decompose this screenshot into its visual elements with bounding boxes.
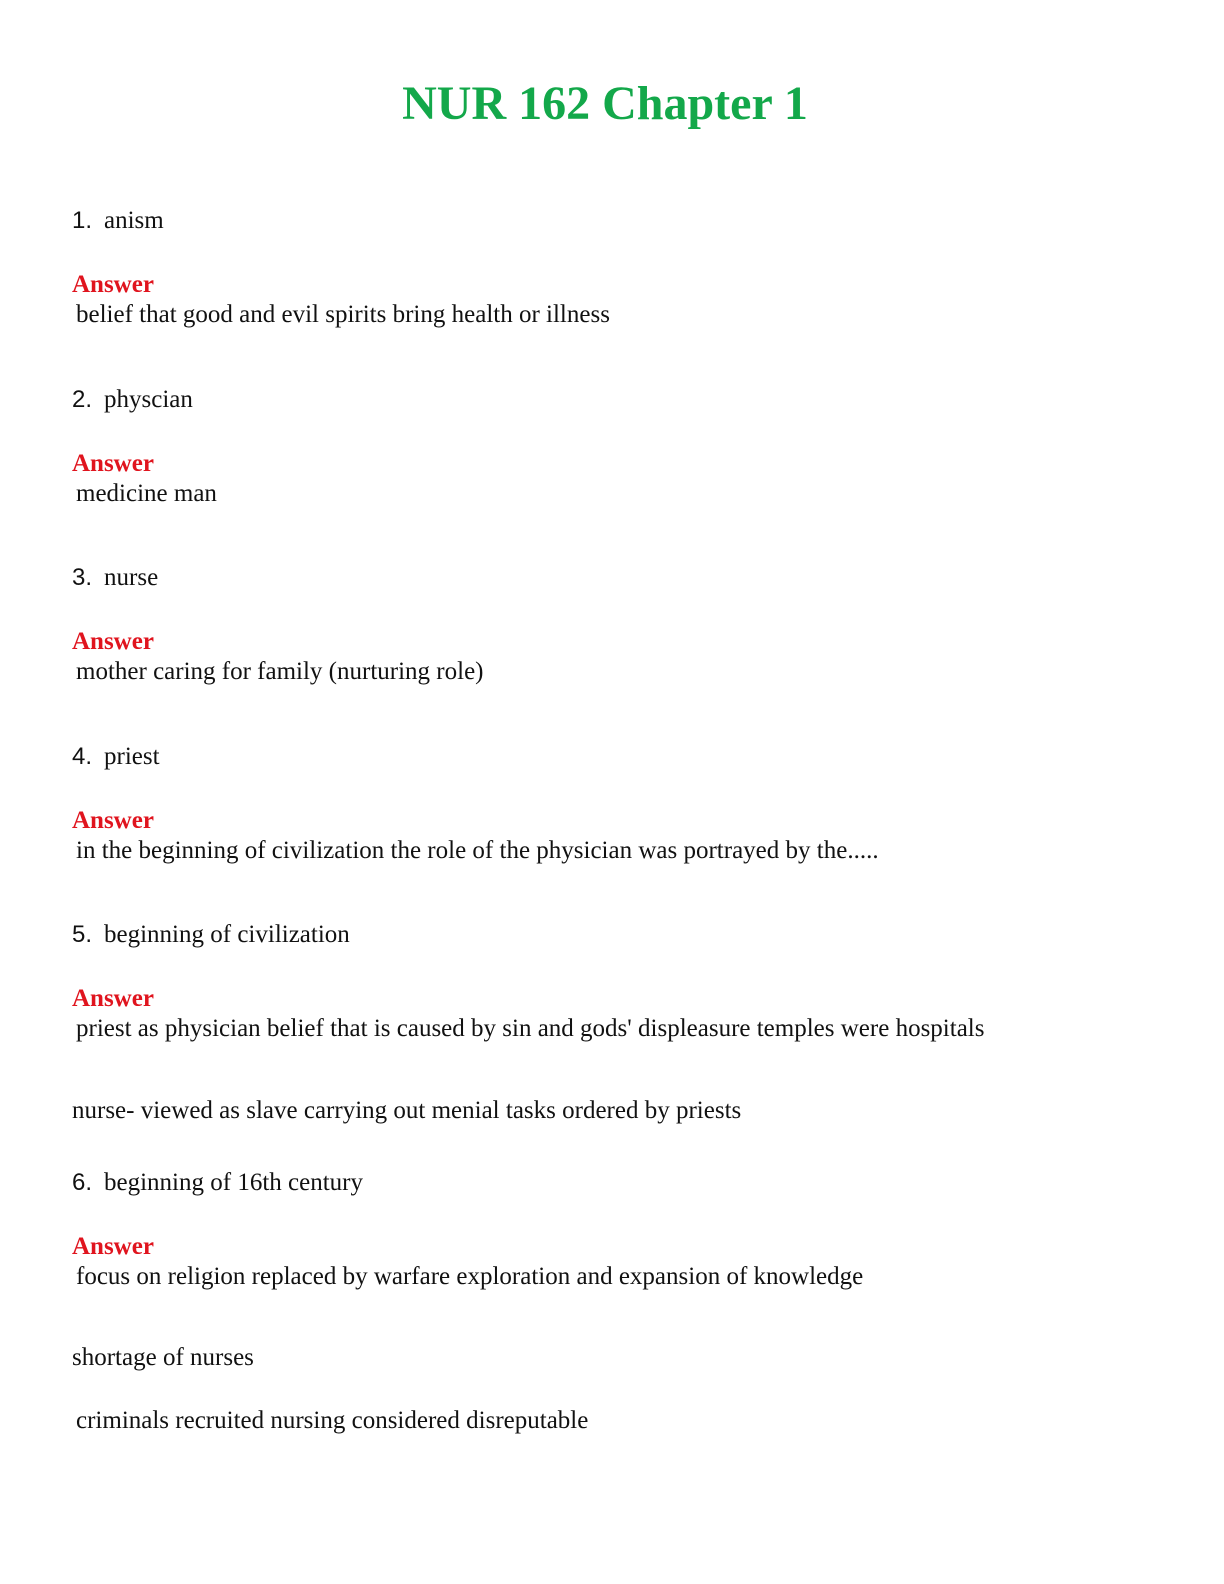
question-number: 6. [72, 1169, 93, 1196]
answer-text: in the beginning of civilization the role of the physician was portrayed by the..... [76, 837, 879, 864]
answer-label: Answer [72, 985, 154, 1012]
question-item [72, 742, 1172, 866]
answer-label: Answer [72, 807, 154, 834]
question-line [72, 206, 1172, 236]
question-number: 3. [72, 564, 93, 591]
question-line [72, 563, 1172, 593]
answer-label: Answer [72, 271, 154, 298]
answer-text: priest as physician belief that is caused by sin and gods' displeasure temples were hospitals [76, 1015, 985, 1042]
question-term: priest [104, 743, 160, 770]
question-term: physcian [104, 386, 193, 413]
answer-label: Answer [72, 450, 154, 477]
question-term: beginning of civilization [104, 921, 350, 948]
question-item [72, 920, 1172, 1044]
question-line [72, 1168, 1172, 1198]
question-line [72, 385, 1172, 415]
question-item [72, 385, 1172, 509]
answer-extra-text: shortage of nurses [72, 1344, 254, 1371]
answer-text: belief that good and evil spirits bring health or illness [76, 301, 610, 328]
answer-label: Answer [72, 628, 154, 655]
question-term: nurse [104, 564, 159, 591]
answer-text: medicine man [76, 480, 217, 507]
question-number: 1. [72, 207, 93, 234]
question-item [72, 563, 1172, 687]
answer-label: Answer [72, 1233, 154, 1260]
answer-extra-text: nurse- viewed as slave carrying out menial tasks ordered by priests [72, 1097, 742, 1124]
question-item [72, 206, 1172, 330]
answer-text: mother caring for family (nurturing role) [76, 658, 484, 685]
question-term: beginning of 16th century [104, 1169, 363, 1196]
question-number: 5. [72, 921, 93, 948]
question-number: 4. [72, 743, 93, 770]
question-term: anism [104, 207, 164, 234]
question-item [72, 1168, 1172, 1292]
question-line [72, 920, 1172, 950]
question-line [72, 742, 1172, 772]
page-title: NUR 162 Chapter 1 [402, 77, 808, 130]
question-number: 2. [72, 386, 93, 413]
answer-text: focus on religion replaced by warfare exploration and expansion of knowledge [76, 1263, 864, 1290]
answer-extra-text: criminals recruited nursing considered disreputable [76, 1407, 589, 1434]
